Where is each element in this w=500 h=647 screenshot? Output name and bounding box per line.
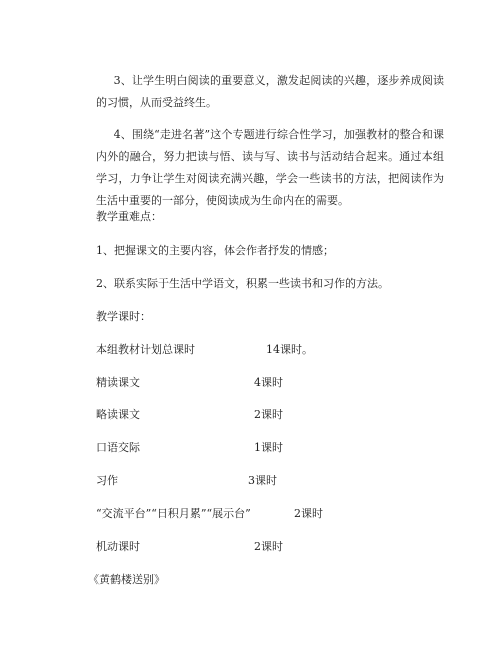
schedule-item-writing: 习作 [96, 474, 118, 487]
schedule-hours-skim-reading: 2课时 [254, 408, 283, 421]
schedule-hours-total: 14课时。 [266, 343, 313, 356]
objective-paragraph-3: 3、让学生明白阅读的重要意义，激发起阅读的兴趣，逐步养成阅读的习惯，从而受益终生。 [96, 74, 444, 109]
schedule-hours-intensive-reading: 4课时 [254, 376, 283, 389]
schedule-item-flexible: 机动课时 [96, 540, 140, 553]
lesson-title: 《黄鹤楼送别》 [88, 573, 165, 586]
schedule-item-oral: 口语交际 [96, 441, 140, 454]
schedule-item-platform: “交流平台”“日积月累”“展示台” [96, 507, 251, 520]
key-points-heading: 教学重难点： [96, 210, 162, 223]
schedule-heading: 教学课时： [96, 310, 151, 323]
schedule-hours-oral: 1课时 [254, 441, 283, 454]
schedule-item-intensive-reading: 精读课文 [96, 376, 140, 389]
schedule-item-skim-reading: 略读课文 [96, 408, 140, 421]
schedule-hours-flexible: 2课时 [254, 540, 283, 553]
schedule-hours-platform: 2课时 [294, 507, 323, 520]
key-point-item-2: 2、联系实际于生活中学语文，积累一些读书和习作的方法。 [96, 277, 389, 290]
schedule-hours-writing: 3课时 [248, 474, 277, 487]
schedule-item-total: 本组教材计划总课时 [96, 343, 195, 356]
objective-paragraph-4: 4、围绕“走进名著”这个专题进行综合性学习，加强教材的整合和课内外的融合，努力把读与悟、读与写、读书与活动结合起来。通过本组学习，力争让学生对阅读充满兴趣，学会一些读书的方法，把阅读作为生活中重要的一部分，使阅读成为生命内在的需要。 [96, 128, 444, 207]
key-point-item-1: 1、把握课文的主要内容，体会作者抒发的情感； [96, 244, 334, 257]
